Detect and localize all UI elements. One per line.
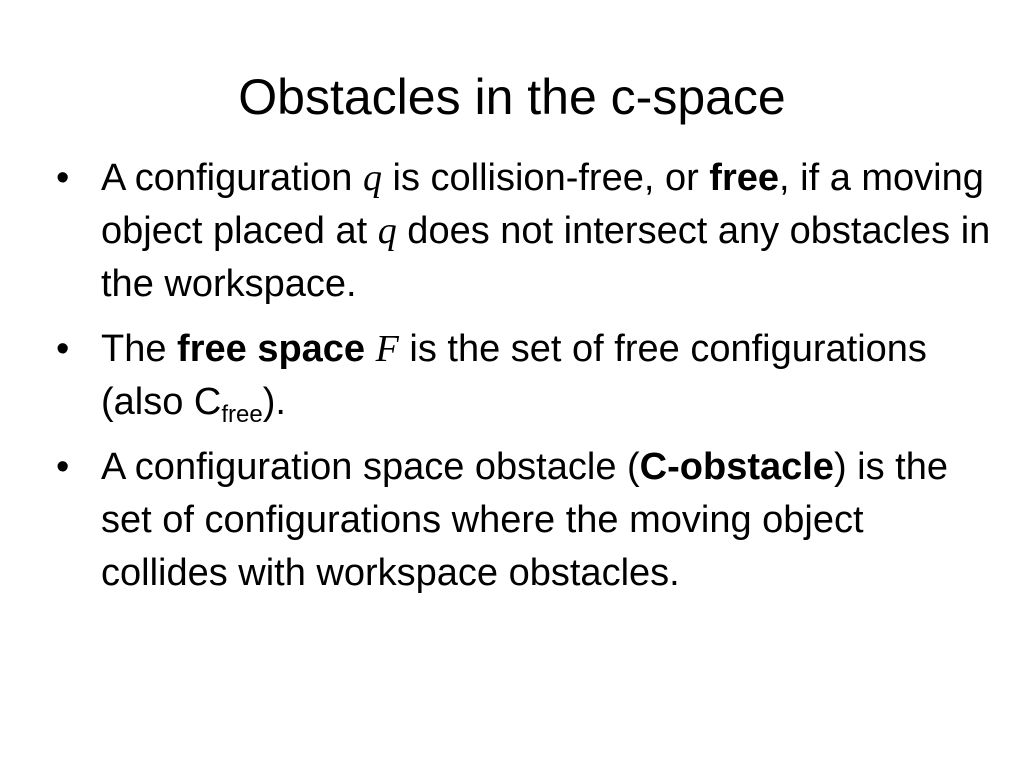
bullet-c-obstacle	[56, 441, 996, 600]
bullet-free-configuration	[56, 152, 996, 311]
bullet-text: A configuration	[101, 157, 363, 199]
bullet-marker: •	[56, 328, 70, 370]
bullet-text: , if a moving object placed at	[101, 157, 984, 252]
slide-title: Obstacles in the c-space	[238, 69, 786, 125]
variable-q: q	[377, 210, 397, 252]
variable-q: q	[362, 157, 382, 199]
bullet-marker: •	[56, 446, 70, 488]
bullet-free-space	[56, 323, 996, 429]
term-free-space: free space	[177, 328, 366, 370]
term-c-obstacle: C-obstacle	[639, 446, 834, 488]
bullet-text: ) is the set of configurations where the moving object collides with workspace obstacles.	[101, 446, 948, 594]
bullet-list	[56, 152, 996, 600]
bullet-text: is the set of free configurations (also C	[101, 328, 927, 423]
bullet-text: ).	[262, 381, 286, 423]
term-free: free	[709, 157, 780, 199]
bullet-text	[365, 328, 376, 370]
subscript-free: free	[221, 401, 263, 428]
bullet-text: does not intersect any obstacles in the workspace.	[101, 210, 991, 305]
bullet-text: is collision-free, or	[381, 157, 710, 199]
variable-F: F	[375, 328, 399, 370]
bullet-text: The	[101, 328, 178, 370]
bullet-marker: •	[56, 157, 70, 199]
bullet-text: A configuration space obstacle (	[101, 446, 640, 488]
